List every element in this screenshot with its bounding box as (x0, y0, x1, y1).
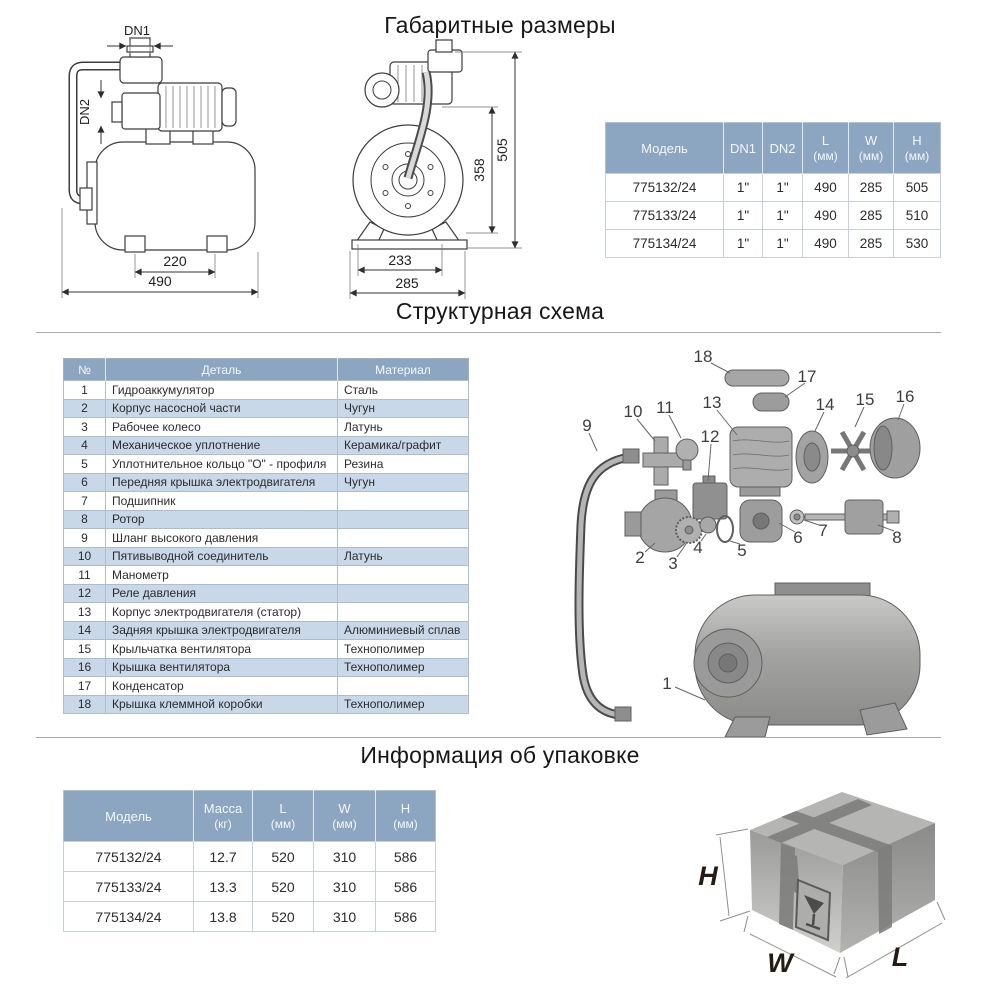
column-header-part: Деталь (106, 359, 338, 381)
cell-w: 310 (314, 842, 376, 872)
dim-233-label: 233 (388, 252, 412, 268)
cell-part: Передняя крышка электродвигателя (106, 473, 338, 492)
tank-front (353, 125, 463, 235)
header-row (64, 791, 436, 842)
column-header-w: W (мм) (314, 791, 376, 842)
cell-model: 775134/24 (606, 230, 724, 258)
cell-num: 15 (64, 640, 106, 659)
cell-material: Резина (338, 455, 469, 474)
table-row (64, 603, 469, 622)
table-row (64, 677, 469, 696)
part-tank (694, 583, 920, 737)
cell-mass: 13.8 (194, 902, 253, 932)
part-mechanical-seal (700, 517, 716, 533)
dim-358-label: 358 (471, 158, 487, 182)
part-number-6: 6 (793, 528, 803, 547)
part-hose (579, 449, 639, 721)
part-fan-impeller (831, 432, 875, 470)
part-number-4: 4 (693, 538, 703, 557)
part-number-7: 7 (818, 521, 828, 540)
cell-material: Технополимер (338, 640, 469, 659)
package-box-drawing (650, 780, 990, 1000)
pump-side (112, 38, 236, 144)
cell-model: 775134/24 (64, 902, 194, 932)
cell-model: 775132/24 (606, 174, 724, 202)
cell-part: Гидроаккумулятор (106, 381, 338, 400)
table-row (64, 381, 469, 400)
cell-num: 13 (64, 603, 106, 622)
cell-model: 775133/24 (64, 872, 194, 902)
table-row (64, 510, 469, 529)
dim-505-label: 505 (494, 138, 510, 162)
cell-num: 2 (64, 399, 106, 418)
part-five-way-connector (643, 437, 683, 485)
table-row (64, 436, 469, 455)
cell-material (338, 584, 469, 603)
part-bearing (790, 510, 804, 524)
cell-h: 510 (894, 202, 941, 230)
part-number-12: 12 (700, 427, 720, 446)
cell-material: Алюминиевый сплав (338, 621, 469, 640)
cell-num: 7 (64, 492, 106, 511)
front-view-drawing (340, 30, 610, 305)
cell-dn2: 1" (763, 230, 803, 258)
cell-dn2: 1" (763, 174, 803, 202)
cell-h: 505 (894, 174, 941, 202)
header-row (64, 359, 469, 381)
cell-material: Керамика/графит (338, 436, 469, 455)
cell-material: Чугун (338, 399, 469, 418)
cell-material (338, 677, 469, 696)
cell-material (338, 603, 469, 622)
cell-part: Шланг высокого давления (106, 529, 338, 548)
cell-mass: 13.3 (194, 872, 253, 902)
cell-num: 6 (64, 473, 106, 492)
dim-490-label: 490 (148, 273, 172, 289)
cell-l: 490 (803, 230, 849, 258)
column-header-mass: Масса (кг) (194, 791, 253, 842)
part-terminal-box-cover (725, 370, 789, 386)
cell-material: Латунь (338, 547, 469, 566)
cell-part: Ротор (106, 510, 338, 529)
packaging-table (63, 790, 436, 932)
part-rear-cover (796, 431, 828, 483)
part-number-1: 1 (662, 674, 672, 693)
table-row (64, 455, 469, 474)
cell-part: Корпус насосной части (106, 399, 338, 418)
column-header-h: H (мм) (376, 791, 436, 842)
box-label-h: H (698, 861, 718, 891)
column-header-material: Материал (338, 359, 469, 381)
table-row (64, 584, 469, 603)
part-number-10: 10 (623, 402, 643, 421)
part-fan-cover (870, 418, 920, 478)
part-o-ring (717, 516, 733, 542)
cell-dn2: 1" (763, 202, 803, 230)
cell-part: Механическое уплотнение (106, 436, 338, 455)
part-number-18: 18 (693, 347, 713, 366)
table-row (64, 566, 469, 585)
column-header-w: W (мм) (849, 123, 894, 174)
cell-model: 775132/24 (64, 842, 194, 872)
column-header-model: Модель (606, 123, 724, 174)
cell-num: 5 (64, 455, 106, 474)
part-number-5: 5 (737, 541, 747, 560)
cell-num: 9 (64, 529, 106, 548)
column-header-l: L (мм) (803, 123, 849, 174)
cell-l: 520 (253, 902, 314, 932)
cell-dn1: 1" (724, 230, 763, 258)
part-number-15: 15 (855, 390, 875, 409)
box-label-l: L (891, 942, 909, 972)
cell-w: 285 (849, 174, 894, 202)
cell-material: Сталь (338, 381, 469, 400)
table-row (64, 640, 469, 659)
cell-l: 490 (803, 202, 849, 230)
column-header-dn1: DN1 (724, 123, 763, 174)
table-row (64, 492, 469, 511)
cell-dn1: 1" (724, 202, 763, 230)
dimensions-table (605, 122, 941, 258)
parts-table (63, 358, 469, 714)
cell-mass: 12.7 (194, 842, 253, 872)
cell-part: Пятивыводной соединитель (106, 547, 338, 566)
cell-num: 8 (64, 510, 106, 529)
dn2-label: DN2 (77, 98, 92, 126)
part-capacitor (753, 393, 789, 411)
table-row (606, 174, 941, 202)
cell-num: 4 (64, 436, 106, 455)
exploded-view-drawing (565, 345, 970, 745)
cell-h: 586 (376, 842, 436, 872)
table-row (64, 902, 436, 932)
table-row (64, 842, 436, 872)
dim-285-label: 285 (395, 275, 419, 291)
cell-part: Крышка клеммной коробки (106, 695, 338, 714)
cell-material: Латунь (338, 418, 469, 437)
cell-num: 14 (64, 621, 106, 640)
part-front-cover (740, 500, 782, 542)
table-row (606, 202, 941, 230)
part-pressure-switch (693, 476, 727, 519)
cell-part: Конденсатор (106, 677, 338, 696)
table-row (64, 399, 469, 418)
table-row (64, 658, 469, 677)
cell-part: Крышка вентилятора (106, 658, 338, 677)
cell-part: Задняя крышка электродвигателя (106, 621, 338, 640)
cell-num: 12 (64, 584, 106, 603)
cell-part: Реле давления (106, 584, 338, 603)
dim-220-label: 220 (163, 253, 187, 269)
cell-num: 18 (64, 695, 106, 714)
cell-material: Технополимер (338, 695, 469, 714)
cell-h: 586 (376, 872, 436, 902)
box-label-w: W (767, 948, 793, 978)
table-row (606, 230, 941, 258)
cell-model: 775133/24 (606, 202, 724, 230)
cell-num: 16 (64, 658, 106, 677)
section-divider (36, 737, 941, 738)
part-number-2: 2 (635, 548, 645, 567)
table-row (64, 529, 469, 548)
part-motor-stator (730, 427, 792, 496)
cell-w: 285 (849, 202, 894, 230)
cell-h: 586 (376, 902, 436, 932)
cell-w: 310 (314, 872, 376, 902)
cell-num: 1 (64, 381, 106, 400)
part-number-9: 9 (582, 416, 592, 435)
cell-num: 17 (64, 677, 106, 696)
part-number-16: 16 (895, 387, 915, 406)
part-number-8: 8 (892, 528, 902, 547)
table-row (64, 872, 436, 902)
cell-num: 3 (64, 418, 106, 437)
column-header-num: № (64, 359, 106, 381)
cell-h: 530 (894, 230, 941, 258)
cell-num: 11 (64, 566, 106, 585)
cell-w: 285 (849, 230, 894, 258)
cell-material (338, 529, 469, 548)
cell-l: 520 (253, 842, 314, 872)
cell-l: 490 (803, 174, 849, 202)
section-title-packaging: Информация об упаковке (360, 742, 640, 768)
dim-505 (455, 52, 522, 248)
cell-l: 520 (253, 872, 314, 902)
part-number-13: 13 (702, 393, 722, 412)
table-row (64, 695, 469, 714)
tank-side (80, 142, 255, 252)
cell-material (338, 510, 469, 529)
column-header-model: Модель (64, 791, 194, 842)
section-title-structure: Структурная схема (395, 298, 605, 324)
section-divider (36, 332, 941, 333)
table-row (64, 621, 469, 640)
side-view-drawing (35, 22, 340, 307)
table-row (64, 547, 469, 566)
dn1-label: DN1 (123, 23, 151, 38)
part-number-3: 3 (668, 554, 678, 573)
cell-material: Чугун (338, 473, 469, 492)
dim-dn2 (77, 80, 101, 144)
cell-part: Манометр (106, 566, 338, 585)
cell-part: Рабочее колесо (106, 418, 338, 437)
table-row (64, 418, 469, 437)
cell-material (338, 492, 469, 511)
column-header-l: L (мм) (253, 791, 314, 842)
carton-box (750, 792, 935, 953)
cell-dn1: 1" (724, 174, 763, 202)
dim-220 (135, 253, 215, 278)
table-row (64, 473, 469, 492)
cell-material (338, 566, 469, 585)
cell-w: 310 (314, 902, 376, 932)
cell-part: Подшипник (106, 492, 338, 511)
part-number-17: 17 (797, 367, 817, 386)
cell-material: Технополимер (338, 658, 469, 677)
cell-num: 10 (64, 547, 106, 566)
cell-part: Уплотнительное кольцо "О" - профиля (106, 455, 338, 474)
header-row (606, 123, 941, 174)
cell-part: Крыльчатка вентилятора (106, 640, 338, 659)
part-number-11: 11 (656, 398, 674, 417)
part-number-14: 14 (815, 395, 835, 414)
column-header-h: H (мм) (894, 123, 941, 174)
section-title-dimensions: Габаритные размеры (384, 12, 616, 38)
column-header-dn2: DN2 (763, 123, 803, 174)
cell-part: Корпус электродвигателя (статор) (106, 603, 338, 622)
